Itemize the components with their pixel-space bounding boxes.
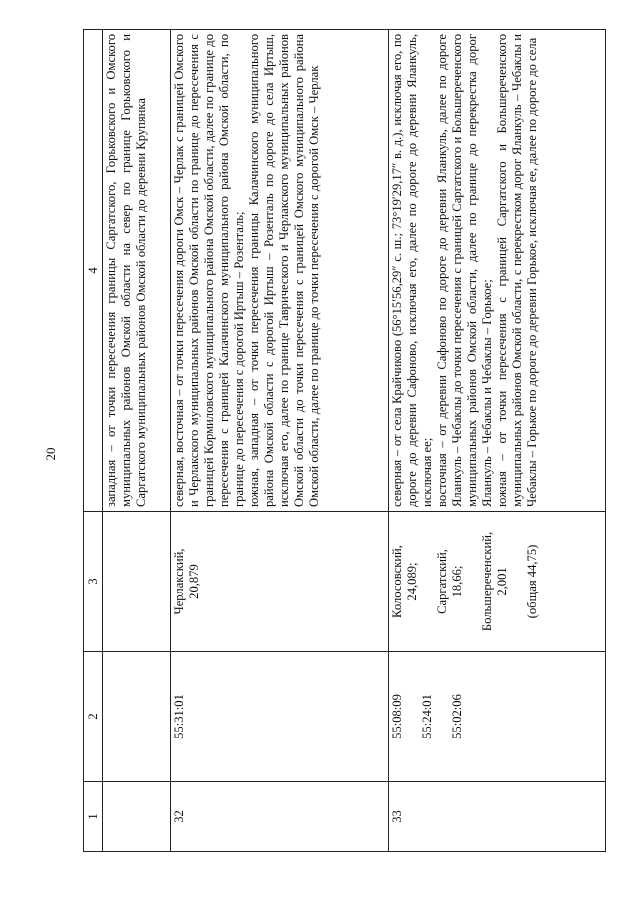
cadastral-code xyxy=(171,652,388,782)
district-area-line: Колосовский, xyxy=(389,545,404,618)
table-row xyxy=(103,30,171,852)
district-area-line: 24,089; xyxy=(404,562,419,601)
row-number xyxy=(103,782,171,852)
boundary-paragraph: северная – от села Крайчиково (56°15′56,29″ с. ш.; 73°19′29,17″ в. д.), исключая его, по дороге до деревни Сафоново, исключая его, далее по дороге до деревни Яланкуль, исключая ее; xyxy=(389,34,434,507)
row-number: 32 xyxy=(171,782,388,852)
cadastral-code-line xyxy=(405,656,420,777)
district-area xyxy=(171,512,388,652)
cadastral-code-line: 55:02:06 xyxy=(449,694,464,739)
district-area-line: Саргатский, xyxy=(434,549,449,614)
territory-table xyxy=(83,29,606,852)
boundary-paragraph: северная, восточная – от точки пересечения дороги Омск – Черлак с границей Омского и Черлакского муниципальных районов Омской области по границе до пересечения с границей Кормиловского муниципального района Омской области, далее по границе до пересечения с границей Калачинского муниципального района Омской области, по границе до пересечения с дорогой Иртыш – Розенталь; xyxy=(172,34,247,507)
cadastral-code xyxy=(103,652,171,782)
district-area xyxy=(388,512,605,652)
col-header-1: 1 xyxy=(84,782,103,852)
district-area-line xyxy=(510,516,525,647)
boundary-paragraph: южная – от точки пересечения с границей Саргатского и Большереченского муниципальных районов Омской области, с перекрестком дорог Яланкуль – Чебаклы и Чебаклы – Горькое по дороге до деревни Горькое, исключая ее, далее по дороге до села xyxy=(494,34,539,507)
col-header-2: 2 xyxy=(84,652,103,782)
cadastral-code xyxy=(388,652,605,782)
district-area-line xyxy=(465,516,480,647)
district-area xyxy=(103,512,171,652)
district-area-line: 2,001 xyxy=(494,567,509,596)
page-number: 20 xyxy=(43,447,58,461)
boundary-paragraph: южная, западная – от точки пересечения границы Калачинского муниципального района Омской области с дорогой Иртыш – Розенталь по дороге до села Иртыш, исключая его, далее по границе Таврического и Черлакского муниципальных районов Омской области до точки пересечения с границей Омского муниципального района Омской области, далее по границе до точки пересечения с дорогой Омск – Черлак xyxy=(247,34,322,507)
boundary-paragraph: восточная – от деревни Сафоново по дороге до деревни Яланкуль, далее по дороге Яланкуль – Чебаклы до точки пересечения с границей Саргатского и Большереченского муниципальных районов Омской области, далее по границе до перекрестка дорог Яланкуль – Чебаклы и Чебаклы – Горькое; xyxy=(434,34,494,507)
district-area-line: Черлакский, xyxy=(172,548,187,615)
col-header-3: 3 xyxy=(84,512,103,652)
cadastral-code-line xyxy=(435,656,450,777)
col-header-4: 4 xyxy=(84,30,103,512)
boundary-paragraph: западная – от точки пересечения границы Саргатского, Горьковского и Омского муниципальных районов Омской области на север по границе Горьковского и Саргатского муниципальных районов Омской области до деревни Крупянка xyxy=(104,34,148,507)
cadastral-code-line: 55:08:09 xyxy=(389,694,404,739)
district-area-line xyxy=(420,516,435,647)
cadastral-code-line: 55:31:01 xyxy=(172,694,187,739)
boundary-description xyxy=(171,30,388,512)
row-number: 33 xyxy=(388,782,605,852)
district-area-line: Большереченский, xyxy=(479,531,494,632)
district-area-line: 20,879 xyxy=(187,564,202,599)
boundary-description xyxy=(388,30,605,512)
district-area-line: (общая 44,75) xyxy=(524,544,539,619)
table-body xyxy=(103,30,606,852)
table-row xyxy=(171,30,388,852)
district-area-line: 18,66; xyxy=(449,565,464,598)
boundary-description xyxy=(103,30,171,512)
table-row xyxy=(388,30,605,852)
header-row xyxy=(84,30,103,852)
rotated-page xyxy=(83,30,606,852)
cadastral-code-line: 55:24:01 xyxy=(419,694,434,739)
